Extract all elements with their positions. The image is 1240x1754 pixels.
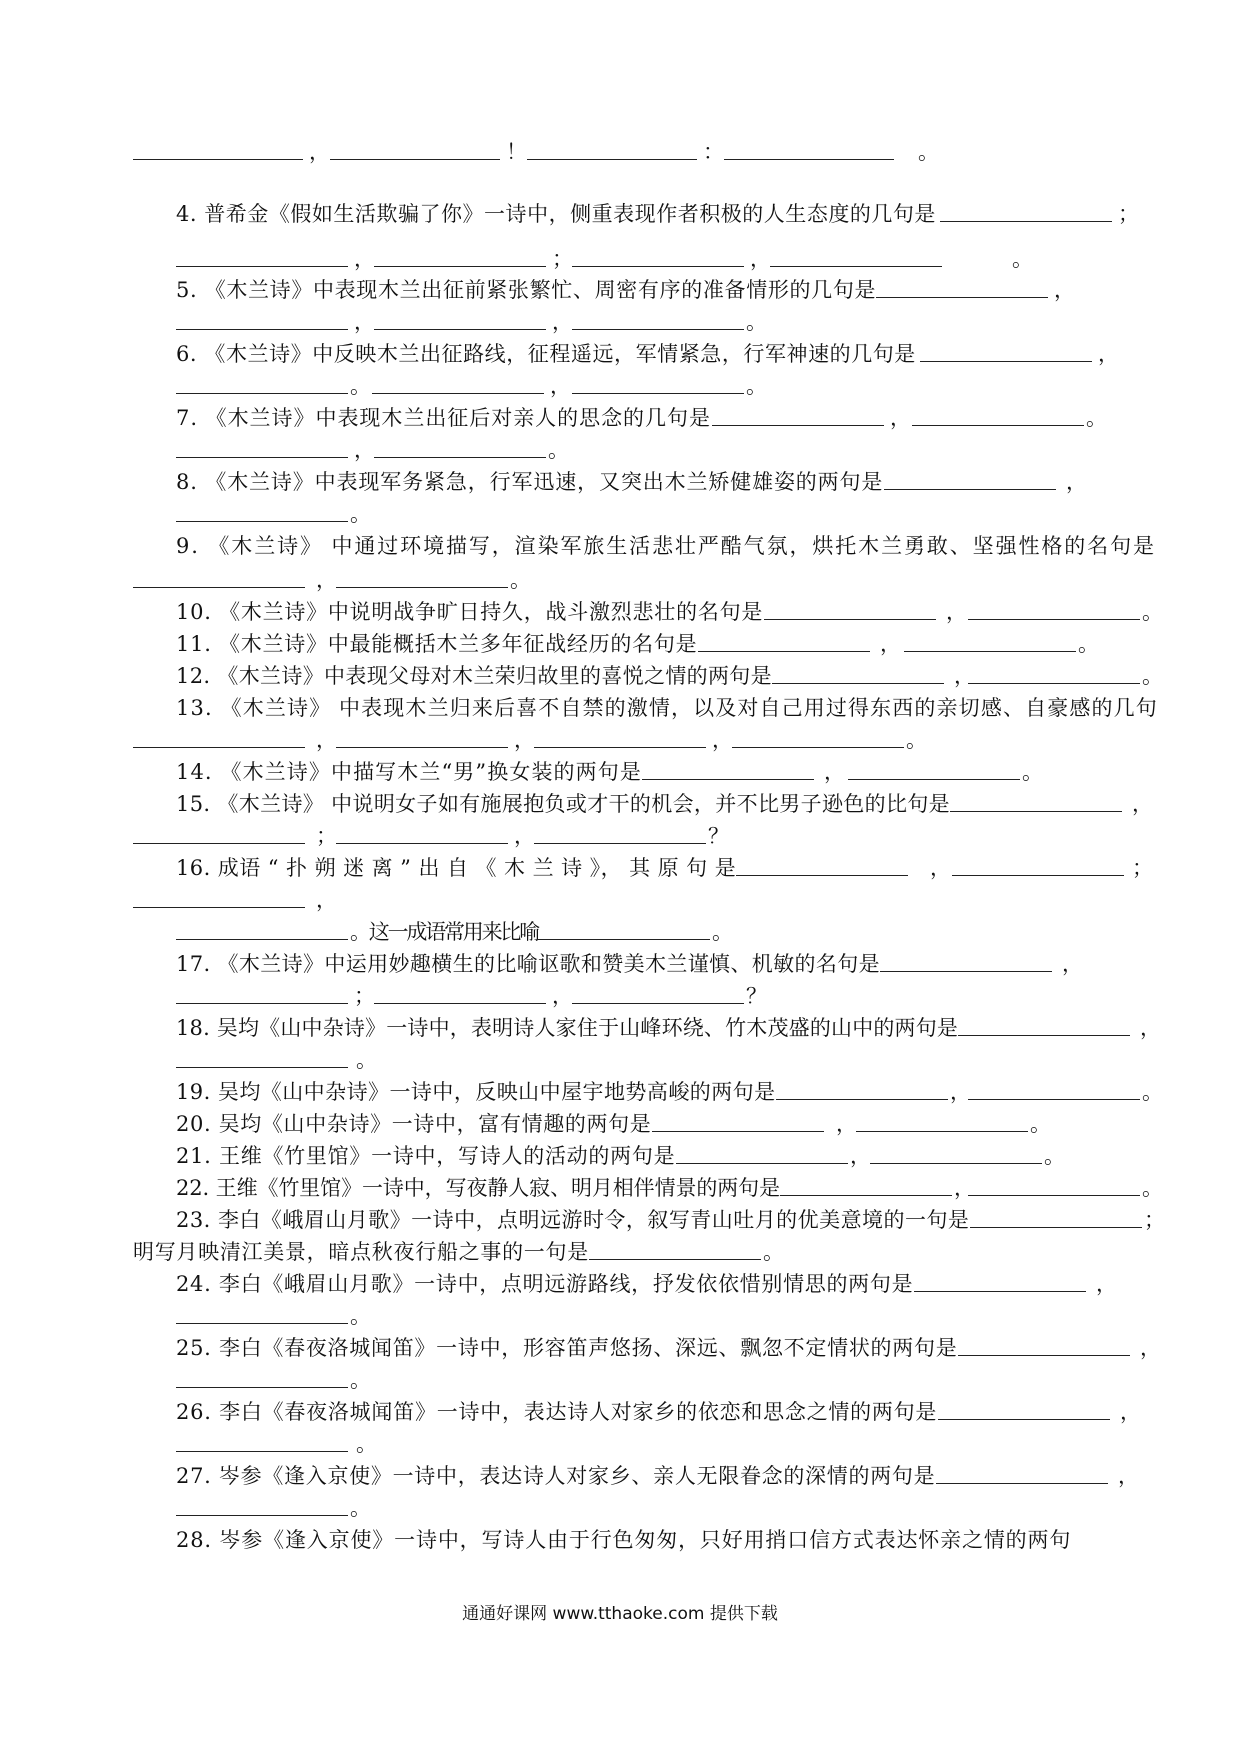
question-text: 19. 吴均《山中杂诗》一诗中，反映山中屋宇地势高峻的两句是	[176, 1080, 776, 1104]
answer-blank[interactable]	[572, 266, 744, 267]
answer-blank[interactable]	[958, 1355, 1130, 1356]
answer-blank[interactable]	[572, 393, 744, 394]
punctuation-mark: 。	[350, 1304, 371, 1328]
punctuation-mark: ，	[850, 1144, 871, 1168]
punctuation-mark: ，	[1120, 1400, 1141, 1424]
punctuation-mark: 。	[1086, 406, 1107, 430]
punctuation-mark: ，	[514, 728, 535, 752]
punctuation-mark: 。	[1078, 632, 1099, 656]
answer-blank[interactable]	[176, 939, 348, 940]
punctuation-mark: ，	[552, 310, 573, 334]
punctuation-mark: 。	[906, 728, 927, 752]
punctuation-mark: 。	[712, 920, 733, 944]
answer-blank[interactable]	[904, 651, 1076, 652]
answer-blank[interactable]	[336, 587, 508, 588]
punctuation-mark: ，	[354, 247, 375, 271]
question-text: 27. 岑参《逢入京使》一诗中，表达诗人对家乡、亲人无限眷念的深情的两句是	[176, 1464, 936, 1488]
question-text: 21. 王维《竹里馆》一诗中，写诗人的活动的两句是	[176, 1144, 676, 1168]
answer-blank[interactable]	[176, 1515, 348, 1516]
answer-blank[interactable]	[572, 1003, 744, 1004]
punctuation-mark: ，	[550, 374, 571, 398]
question-text: 6. 《木兰诗》中反映木兰出征路线，征程遥远，军情紧急，行军神速的几句是	[176, 342, 916, 366]
punctuation-mark: ，	[950, 1080, 971, 1104]
worksheet-line	[0, 194, 1240, 234]
answer-blank[interactable]	[952, 875, 1124, 876]
answer-blank[interactable]	[968, 1195, 1140, 1196]
question-text: 18. 吴均《山中杂诗》一诗中，表明诗人家住于山峰环绕、竹木茂盛的山中的两句是	[176, 1016, 959, 1040]
punctuation-mark: 。	[350, 1496, 371, 1520]
answer-blank[interactable]	[538, 939, 710, 940]
answer-blank[interactable]	[856, 1131, 1028, 1132]
worksheet-line	[0, 1520, 1240, 1560]
answer-blank[interactable]	[884, 489, 1056, 490]
punctuation-mark: ；	[1118, 202, 1139, 226]
punctuation-mark: 。	[356, 1432, 377, 1456]
question-text: 9. 《木兰诗》 中通过环境描写，渲染军旅生活悲壮严酷气氛，烘托木兰勇敢、坚强性格的名句是	[176, 534, 1156, 558]
punctuation-mark: ，	[954, 664, 975, 688]
question-text: 22. 王维《竹里馆》一诗中，写夜静人寂、明月相伴情景的两句是	[176, 1176, 780, 1200]
punctuation-mark: ；	[354, 984, 375, 1008]
punctuation-mark: 。	[746, 374, 767, 398]
answer-blank[interactable]	[372, 393, 544, 394]
punctuation-mark: ，	[1140, 1336, 1161, 1360]
answer-blank[interactable]	[133, 587, 305, 588]
punctuation-mark: ！	[506, 140, 527, 164]
punctuation-mark: ，	[354, 438, 375, 462]
answer-blank[interactable]	[880, 971, 1052, 972]
punctuation-mark: ，	[890, 406, 911, 430]
answer-blank[interactable]	[176, 1003, 348, 1004]
answer-blank[interactable]	[940, 221, 1112, 222]
answer-blank[interactable]	[572, 329, 744, 330]
answer-blank[interactable]	[950, 811, 1122, 812]
punctuation-mark: 。	[763, 1240, 784, 1264]
punctuation-mark: ？	[746, 984, 767, 1008]
answer-blank[interactable]	[652, 1131, 824, 1132]
punctuation-mark: ，	[1140, 1016, 1161, 1040]
question-text: 明写月映清江美景，暗点秋夜行船之事的一句是	[133, 1240, 589, 1264]
punctuation-mark: 。	[1142, 1176, 1163, 1200]
question-text: 5. 《木兰诗》中表现木兰出征前紧张繁忙、周密有序的准备情形的几句是	[176, 278, 877, 302]
punctuation-mark: 。	[1142, 664, 1163, 688]
punctuation-mark: 。	[350, 1368, 371, 1392]
answer-blank[interactable]	[374, 457, 546, 458]
answer-blank[interactable]	[133, 747, 305, 748]
question-text: 4. 普希金《假如生活欺骗了你》一诗中，侧重表现作者积极的人生态度的几句是	[176, 202, 936, 226]
punctuation-mark: ，	[354, 310, 375, 334]
punctuation-mark: 。	[548, 438, 569, 462]
punctuation-mark: 。	[1044, 1144, 1065, 1168]
answer-blank[interactable]	[330, 159, 500, 160]
answer-blank[interactable]	[176, 1451, 348, 1452]
punctuation-mark: ，	[1118, 1464, 1139, 1488]
punctuation-mark: 。	[1030, 1112, 1051, 1136]
answer-blank[interactable]	[176, 393, 348, 394]
answer-blank[interactable]	[534, 747, 706, 748]
punctuation-mark: ；	[1144, 1208, 1165, 1232]
answer-blank[interactable]	[970, 1227, 1142, 1228]
answer-blank[interactable]	[642, 779, 814, 780]
answer-blank[interactable]	[698, 651, 870, 652]
answer-blank[interactable]	[736, 875, 908, 876]
answer-blank[interactable]	[712, 425, 884, 426]
punctuation-mark: ，	[946, 600, 967, 624]
question-text: 8. 《木兰诗》中表现军务紧急，行军迅速，又突出木兰矫健雄姿的两句是	[176, 470, 884, 494]
question-text: 20. 吴均《山中杂诗》一诗中，富有情趣的两句是	[176, 1112, 652, 1136]
punctuation-mark: ，	[1098, 342, 1119, 366]
punctuation-mark: ，	[954, 1176, 975, 1200]
answer-blank[interactable]	[176, 329, 348, 330]
answer-blank[interactable]	[732, 747, 904, 748]
punctuation-mark: 。	[1142, 600, 1163, 624]
punctuation-mark: 。	[350, 374, 371, 398]
punctuation-mark: ，	[1096, 1272, 1117, 1296]
answer-blank[interactable]	[920, 361, 1092, 362]
punctuation-mark: 。	[1012, 247, 1033, 271]
question-text: 14. 《木兰诗》中描写木兰“男”换女装的两句是	[176, 760, 642, 784]
punctuation-mark: ，	[880, 632, 901, 656]
answer-blank[interactable]	[374, 266, 546, 267]
punctuation-mark: ，	[514, 824, 535, 848]
answer-blank[interactable]	[176, 457, 348, 458]
page-footer: 通通好课网 www.tthaoke.com 提供下载	[462, 1604, 778, 1624]
punctuation-mark: ，	[712, 728, 733, 752]
punctuation-mark: ，	[316, 568, 337, 592]
answer-blank[interactable]	[870, 1163, 1042, 1164]
answer-blank[interactable]	[336, 843, 508, 844]
question-text: 25. 李白《春夜洛城闻笛》一诗中，形容笛声悠扬、深远、飘忽不定情状的两句是	[176, 1336, 958, 1360]
punctuation-mark: ；	[316, 824, 337, 848]
answer-blank[interactable]	[968, 619, 1140, 620]
answer-blank[interactable]	[770, 266, 942, 267]
answer-blank[interactable]	[936, 1483, 1108, 1484]
question-text: 。这一成语常用来比喻	[350, 920, 538, 944]
answer-blank[interactable]	[336, 747, 508, 748]
question-text: 12. 《木兰诗》中表现父母对木兰荣归故里的喜悦之情的两句是	[176, 664, 772, 688]
punctuation-mark: ，	[1066, 470, 1087, 494]
punctuation-mark: ，	[836, 1112, 857, 1136]
punctuation-mark: 。	[918, 140, 939, 164]
answer-blank[interactable]	[848, 779, 1020, 780]
question-text: 10. 《木兰诗》中说明战争旷日持久，战斗激烈悲壮的名句是	[176, 600, 764, 624]
question-text: 13. 《木兰诗》 中表现木兰归来后喜不自禁的激情，以及对自己用过得东西的亲切感、自豪感的几句	[176, 696, 1158, 720]
answer-blank[interactable]	[374, 1003, 546, 1004]
punctuation-mark: 。	[1142, 1080, 1163, 1104]
answer-blank[interactable]	[176, 1323, 348, 1324]
punctuation-mark: 。	[1022, 760, 1043, 784]
punctuation-mark: ，	[750, 247, 771, 271]
punctuation-mark: ，	[316, 728, 337, 752]
answer-blank[interactable]	[589, 1259, 761, 1260]
answer-blank[interactable]	[968, 1099, 1140, 1100]
punctuation-mark: 。	[350, 502, 371, 526]
answer-blank[interactable]	[676, 1163, 848, 1164]
answer-blank[interactable]	[780, 1195, 952, 1196]
answer-blank[interactable]	[176, 521, 348, 522]
answer-blank[interactable]	[772, 683, 944, 684]
question-text: 17. 《木兰诗》中运用妙趣横生的比喻讴歌和赞美木兰谨慎、机敏的名句是	[176, 952, 881, 976]
punctuation-mark: ，	[552, 984, 573, 1008]
answer-blank[interactable]	[764, 619, 936, 620]
punctuation-mark: ，	[316, 888, 337, 912]
punctuation-mark: ；	[552, 247, 573, 271]
worksheet-line	[0, 132, 1240, 172]
answer-blank[interactable]	[938, 1419, 1110, 1420]
answer-blank[interactable]	[724, 159, 894, 160]
question-text: 24. 李白《峨眉山月歌》一诗中，点明远游路线，抒发依依惜别情思的两句是	[176, 1272, 914, 1296]
answer-blank[interactable]	[176, 1387, 348, 1388]
punctuation-mark: 。	[510, 568, 531, 592]
punctuation-mark: 。	[746, 310, 767, 334]
answer-blank[interactable]	[968, 683, 1140, 684]
answer-blank[interactable]	[527, 159, 697, 160]
answer-blank[interactable]	[374, 329, 546, 330]
answer-blank[interactable]	[133, 159, 303, 160]
punctuation-mark: ：	[703, 140, 724, 164]
punctuation-mark: ，	[930, 856, 951, 880]
punctuation-mark: ，	[1062, 952, 1083, 976]
punctuation-mark: ，	[824, 760, 845, 784]
answer-blank[interactable]	[914, 1291, 1086, 1292]
question-text: 7. 《木兰诗》中表现木兰出征后对亲人的思念的几句是	[176, 406, 711, 430]
question-text: 26. 李白《春夜洛城闻笛》一诗中，表达诗人对家乡的依恋和思念之情的两句是	[176, 1400, 938, 1424]
answer-blank[interactable]	[133, 907, 305, 908]
question-text: 28. 岑参《逢入京使》一诗中，写诗人由于行色匆匆，只好用捎口信方式表达怀亲之情的两句	[176, 1528, 1072, 1552]
answer-blank[interactable]	[133, 843, 305, 844]
answer-blank[interactable]	[176, 266, 348, 267]
answer-blank[interactable]	[776, 1099, 948, 1100]
question-text: 15. 《木兰诗》 中说明女子如有施展抱负或才干的机会，并不比男子逊色的比句是	[176, 792, 951, 816]
answer-blank[interactable]	[176, 1067, 348, 1068]
answer-blank[interactable]	[534, 843, 706, 844]
punctuation-mark: ，	[1054, 278, 1075, 302]
question-text: 23. 李白《峨眉山月歌》一诗中，点明远游时令，叙写青山吐月的优美意境的一句是	[176, 1208, 970, 1232]
question-text: 11. 《木兰诗》中最能概括木兰多年征战经历的名句是	[176, 632, 698, 656]
answer-blank[interactable]	[876, 297, 1048, 298]
answer-blank[interactable]	[958, 1035, 1130, 1036]
punctuation-mark: ，	[1132, 792, 1153, 816]
answer-blank[interactable]	[912, 425, 1084, 426]
punctuation-mark: ，	[309, 140, 330, 164]
punctuation-mark: ？	[708, 824, 729, 848]
punctuation-mark: 。	[356, 1048, 377, 1072]
question-text: 16. 成语 “ 扑 朔 迷 离 ” 出 自 《 木 兰 诗 》， 其 原 句 是	[176, 856, 737, 880]
punctuation-mark: ；	[1132, 856, 1153, 880]
